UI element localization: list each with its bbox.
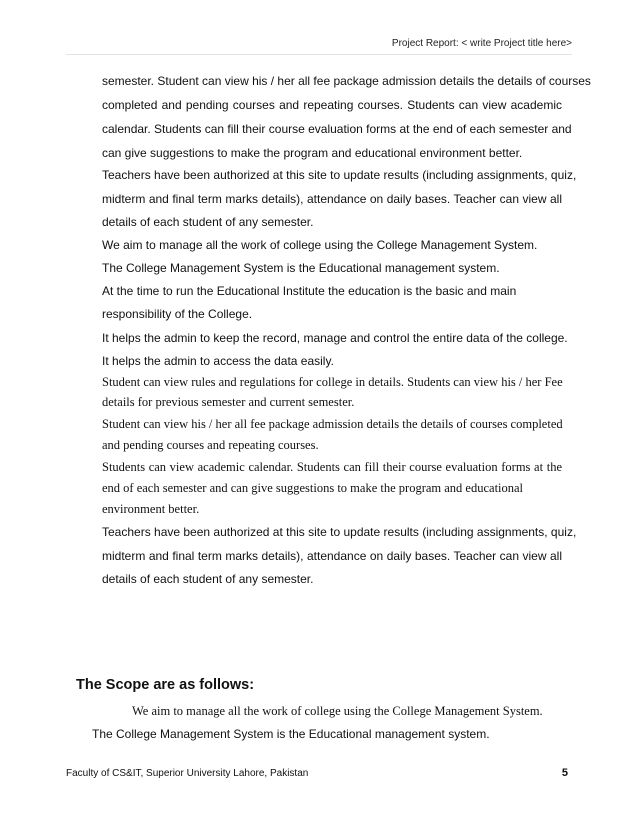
paragraph-line: and pending courses and repeating courses.	[102, 438, 319, 452]
paragraph-line: details for previous semester and current semester.	[102, 395, 355, 409]
paragraph-line: The College Management System is the Educational management system.	[102, 261, 500, 275]
paragraph-line: Students can view academic calendar. Students can fill their course evaluation forms at the	[102, 460, 562, 474]
running-header: Project Report: < write Project title here>	[391, 38, 572, 49]
paragraph-line: Teachers have been authorized at this site to update results (including assignments, quiz,	[102, 168, 577, 182]
paragraph-line: end of each semester and can give suggestions to make the program and educational	[102, 481, 524, 495]
paragraph-line: It helps the admin to keep the record, manage and control the entire data of the college.	[102, 331, 568, 345]
scope-line-1: We aim to manage all the work of college using the College Management System.	[132, 704, 543, 718]
scope-line-2: The College Management System is the Educational management system.	[92, 727, 490, 741]
paragraph-line: Student can view his / her all fee package admission details the details of courses completed	[102, 417, 563, 431]
paragraph-line: can give suggestions to make the program and educational environment better.	[102, 146, 523, 160]
scope-heading: The Scope are as follows:	[76, 677, 255, 693]
paragraph-line: At the time to run the Educational Institute the education is the basic and main	[102, 284, 517, 298]
paragraph-line: details of each student of any semester.	[102, 572, 314, 586]
paragraph-line: calendar. Students can fill their course evaluation forms at the end of each semester and	[102, 122, 572, 136]
paragraph-line: completed and pending courses and repeating courses. Students can view academic	[102, 98, 562, 112]
footer-affiliation: Faculty of CS&IT, Superior University Lahore, Pakistan	[66, 768, 309, 779]
paragraph-line: environment better.	[102, 502, 200, 516]
paragraph-line: It helps the admin to access the data easily.	[102, 354, 334, 368]
paragraph-line: responsibility of the College.	[102, 307, 253, 321]
paragraph-line: Student can view rules and regulations for college in details. Students can view his / her Fee	[102, 375, 563, 389]
page-number: 5	[561, 767, 568, 779]
paragraph-line: midterm and final term marks details), attendance on daily bases. Teacher can view all	[102, 549, 562, 563]
paragraph-line: Teachers have been authorized at this site to update results (including assignments, quiz,	[102, 525, 577, 539]
header-divider	[66, 54, 572, 55]
paragraph-line: We aim to manage all the work of college using the College Management System.	[102, 238, 538, 252]
paragraph-line: semester. Student can view his / her all fee package admission details the details of courses	[102, 74, 591, 88]
paragraph-line: details of each student of any semester.	[102, 215, 314, 229]
paragraph-line: midterm and final term marks details), attendance on daily bases. Teacher can view all	[102, 192, 562, 206]
